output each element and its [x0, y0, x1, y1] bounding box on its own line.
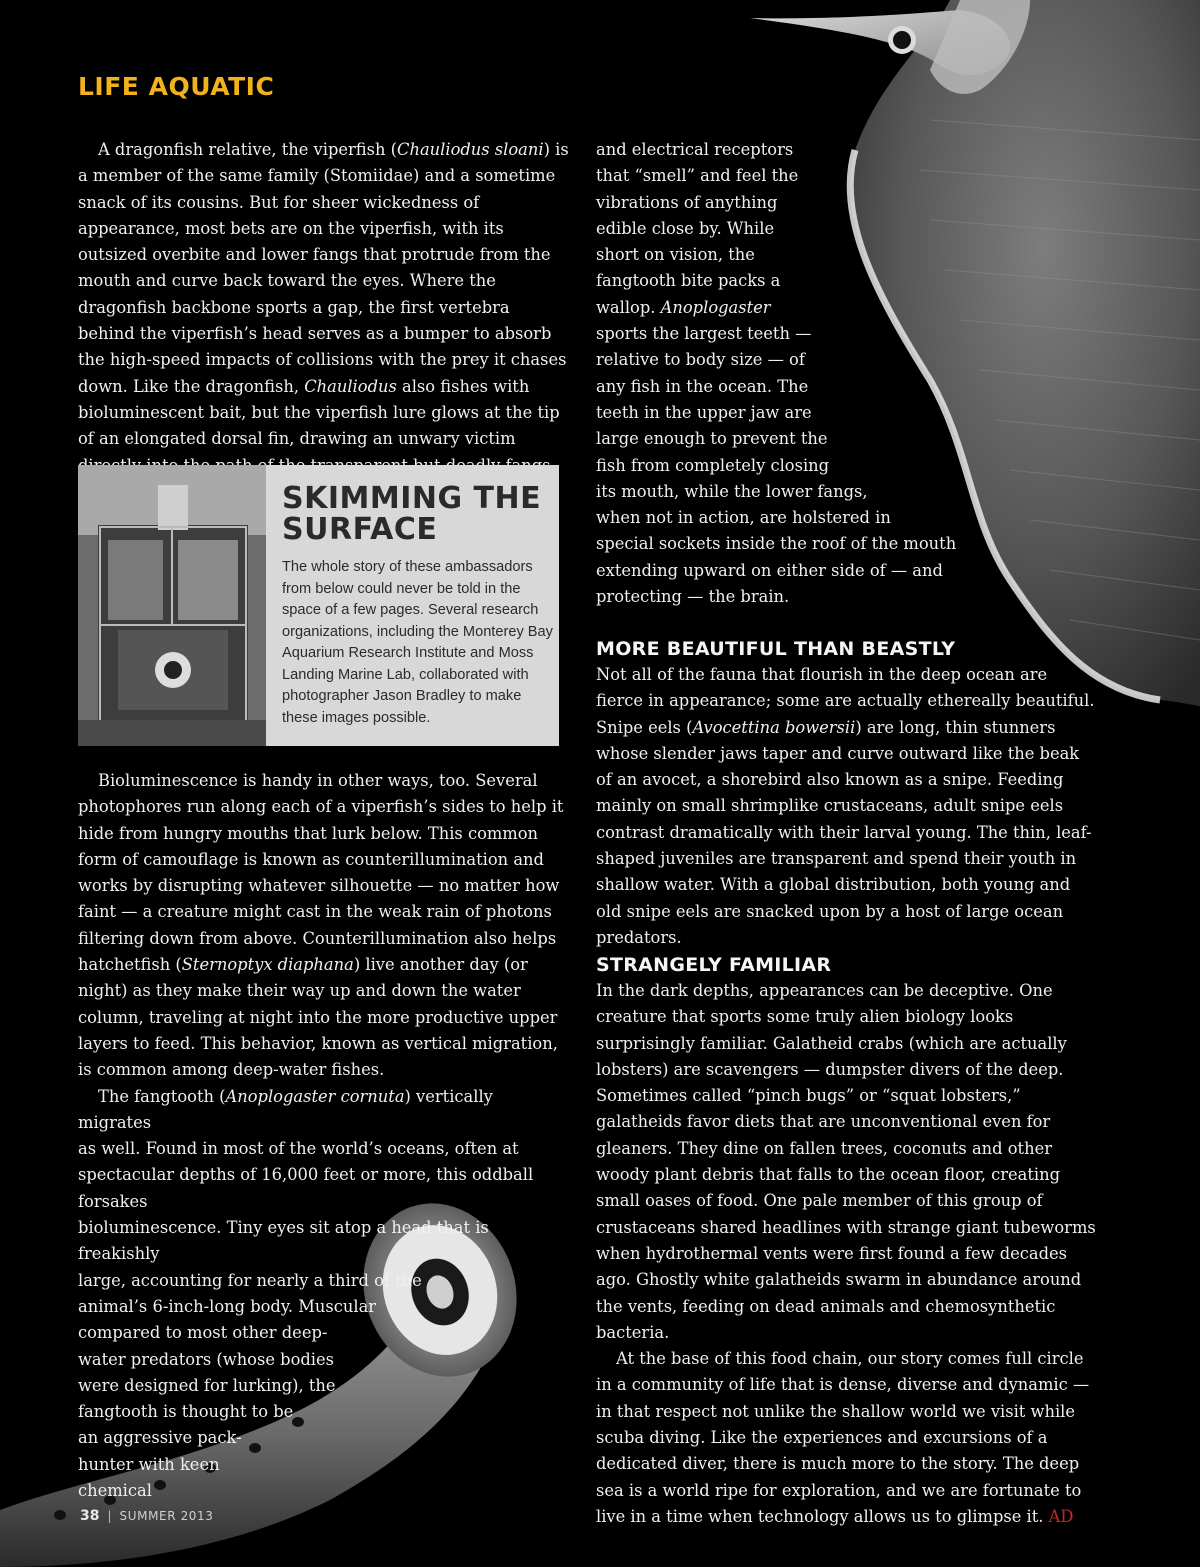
- left-column-bottom: [78, 768, 570, 1504]
- page-folio: [80, 1508, 214, 1524]
- right-column-top: [596, 137, 957, 610]
- section-tag: LIFE AQUATIC: [78, 72, 275, 101]
- bioluminescence-paragraph: Bioluminescence is handy in other ways, too. Several photophores run along each of a viperfish’s sides to help it hide from hungry mouths that lurk below. This common form of camouflage is known as counterillumination and works by disrupting whatever silhouette — no matter how faint — a creature might cast in the weak rain of photons filtering down from above. Counterillumination also helps hatchetfish (Sternoptyx diaphana) live another day (or night) as they make their way up and down the water column, traveling at night into the more productive upper layers to feed. This behavior, known as vertical migration, is common among deep-water fishes.: [78, 771, 564, 1080]
- page-number: 38: [80, 1508, 100, 1524]
- familiar-paragraph-2: At the base of this food chain, our story comes full circle in a community of life that is dense, diverse and dynamic — in that respect not unlike the shallow world we visit while scuba diving. Like the experiences and excursions of a dedicated diver, there is much more to the story. The deep sea is a world ripe for exploration, and we are fortunate to live in a time when technology allows us to glimpse it. AD: [596, 1349, 1090, 1526]
- familiar-section: [596, 952, 1096, 1530]
- folio-separator: |: [107, 1509, 112, 1523]
- fangtooth-paragraph: The fangtooth (Anoplogaster cornuta) vertically migrates as well. Found in most of the world’s oceans, often at spectacular depths of 16,000 feet or more, this oddball forsakes bioluminescence. Tiny eyes sit atop a head that is freakishly large, accounting for nearly a third of the animal’s 6-inch-long body. Muscular compared to most other deep- water predators (whose bodies were designed for lurking), the fangtooth is thought to be an aggressive pack- hunter with keen chemical: [78, 1086, 534, 1501]
- beautiful-heading: MORE BEAUTIFUL THAN BEASTLY: [596, 638, 956, 660]
- sidebar-title: SKIMMING THE SURFACE: [282, 481, 542, 547]
- familiar-paragraph-1: In the dark depths, appearances can be deceptive. One creature that sports some truly alien biology looks surprisingly familiar. Galatheid crabs (which are actually lobsters) are scavengers — dumpster divers of the deep. Sometimes called “pinch bugs” or “squat lobsters,” galatheids favor diets that are unconventional even for gleaners. They dine on fallen trees, coconuts and other woody plant debris that falls to the ocean floor, creating small oases of food. One pale member of this group of crustaceans shared headlines with strange giant tubeworms when hydrothermal vents were first found a few decades ago. Ghostly white galatheids swarm in abundance around the vents, feeding on dead animals and chemosynthetic bacteria.: [596, 981, 1096, 1342]
- sidebar-text: The whole story of these ambassadors from below could never be told in the space of a few pages. Several research organizations, including the Monterey Bay Aquarium Research Institute and Moss Landing Marine Lab, collaborated with photographer Jason Bradley to make these images possible.: [282, 559, 553, 726]
- intro-paragraph: A dragonfish relative, the viperfish (Chauliodus sloani) is a member of the same family (Stomiidae) and a sometime snack of its cousins. But for sheer wickedness of appearance, most bets are on the viperfish, with its outsized overbite and lower fangs that protrude from the mouth and curve back toward the eyes. Where the dragonfish backbone sports a gap, the first vertebra behind the viperfish’s head serves as a bumper to absorb the high-speed impacts of collisions with the prey it chases down. Like the dragonfish, Chauliodus also fishes with bioluminescent bait, but the viperfish lure glows at the tip of an elongated dorsal fin, drawing an unwary victim: [78, 140, 569, 449]
- intro-column: [78, 137, 570, 479]
- submersible-robot-photo-icon: [78, 465, 266, 746]
- fangtooth-continued-paragraph: and electrical receptors that “smell” and feel the vibrations of anything edible close by. While short on vision, the fangtooth bite packs a wallop. Anoplogaster sports the largest teeth — relative to body size — of any fish in the ocean. The teeth in the upper jaw are large enough to prevent the fish from completely closing its mouth, while the lower fangs, when not in action, are holstered in special sockets inside the roof of the mouth extending upward on either side of — and protecting — the brain.: [596, 140, 957, 607]
- familiar-heading: STRANGELY FAMILIAR: [596, 954, 832, 976]
- beautiful-paragraph: Not all of the fauna that flourish in the deep ocean are fierce in appearance; some are actually ethereally beautiful. Snipe eels (Avocettina bowersii) are long, thin stunners whose slender jaws taper and curve outward like the beak of an avocet, a shorebird also known as a snipe. Feeding mainly on small shrimplike crustaceans, adult snipe eels contrast dramatically with their larval young. The thin, leaf-shaped juveniles are transparent and spend their youth in shallow water. With a global distribution, both young and old snipe eels are snacked upon by a host of large ocean predators.: [596, 665, 1095, 947]
- signoff-mark: AD: [1048, 1506, 1074, 1526]
- sidebar-box: [78, 465, 559, 746]
- beautiful-section: [596, 636, 1096, 951]
- issue-date: SUMMER 2013: [119, 1509, 214, 1523]
